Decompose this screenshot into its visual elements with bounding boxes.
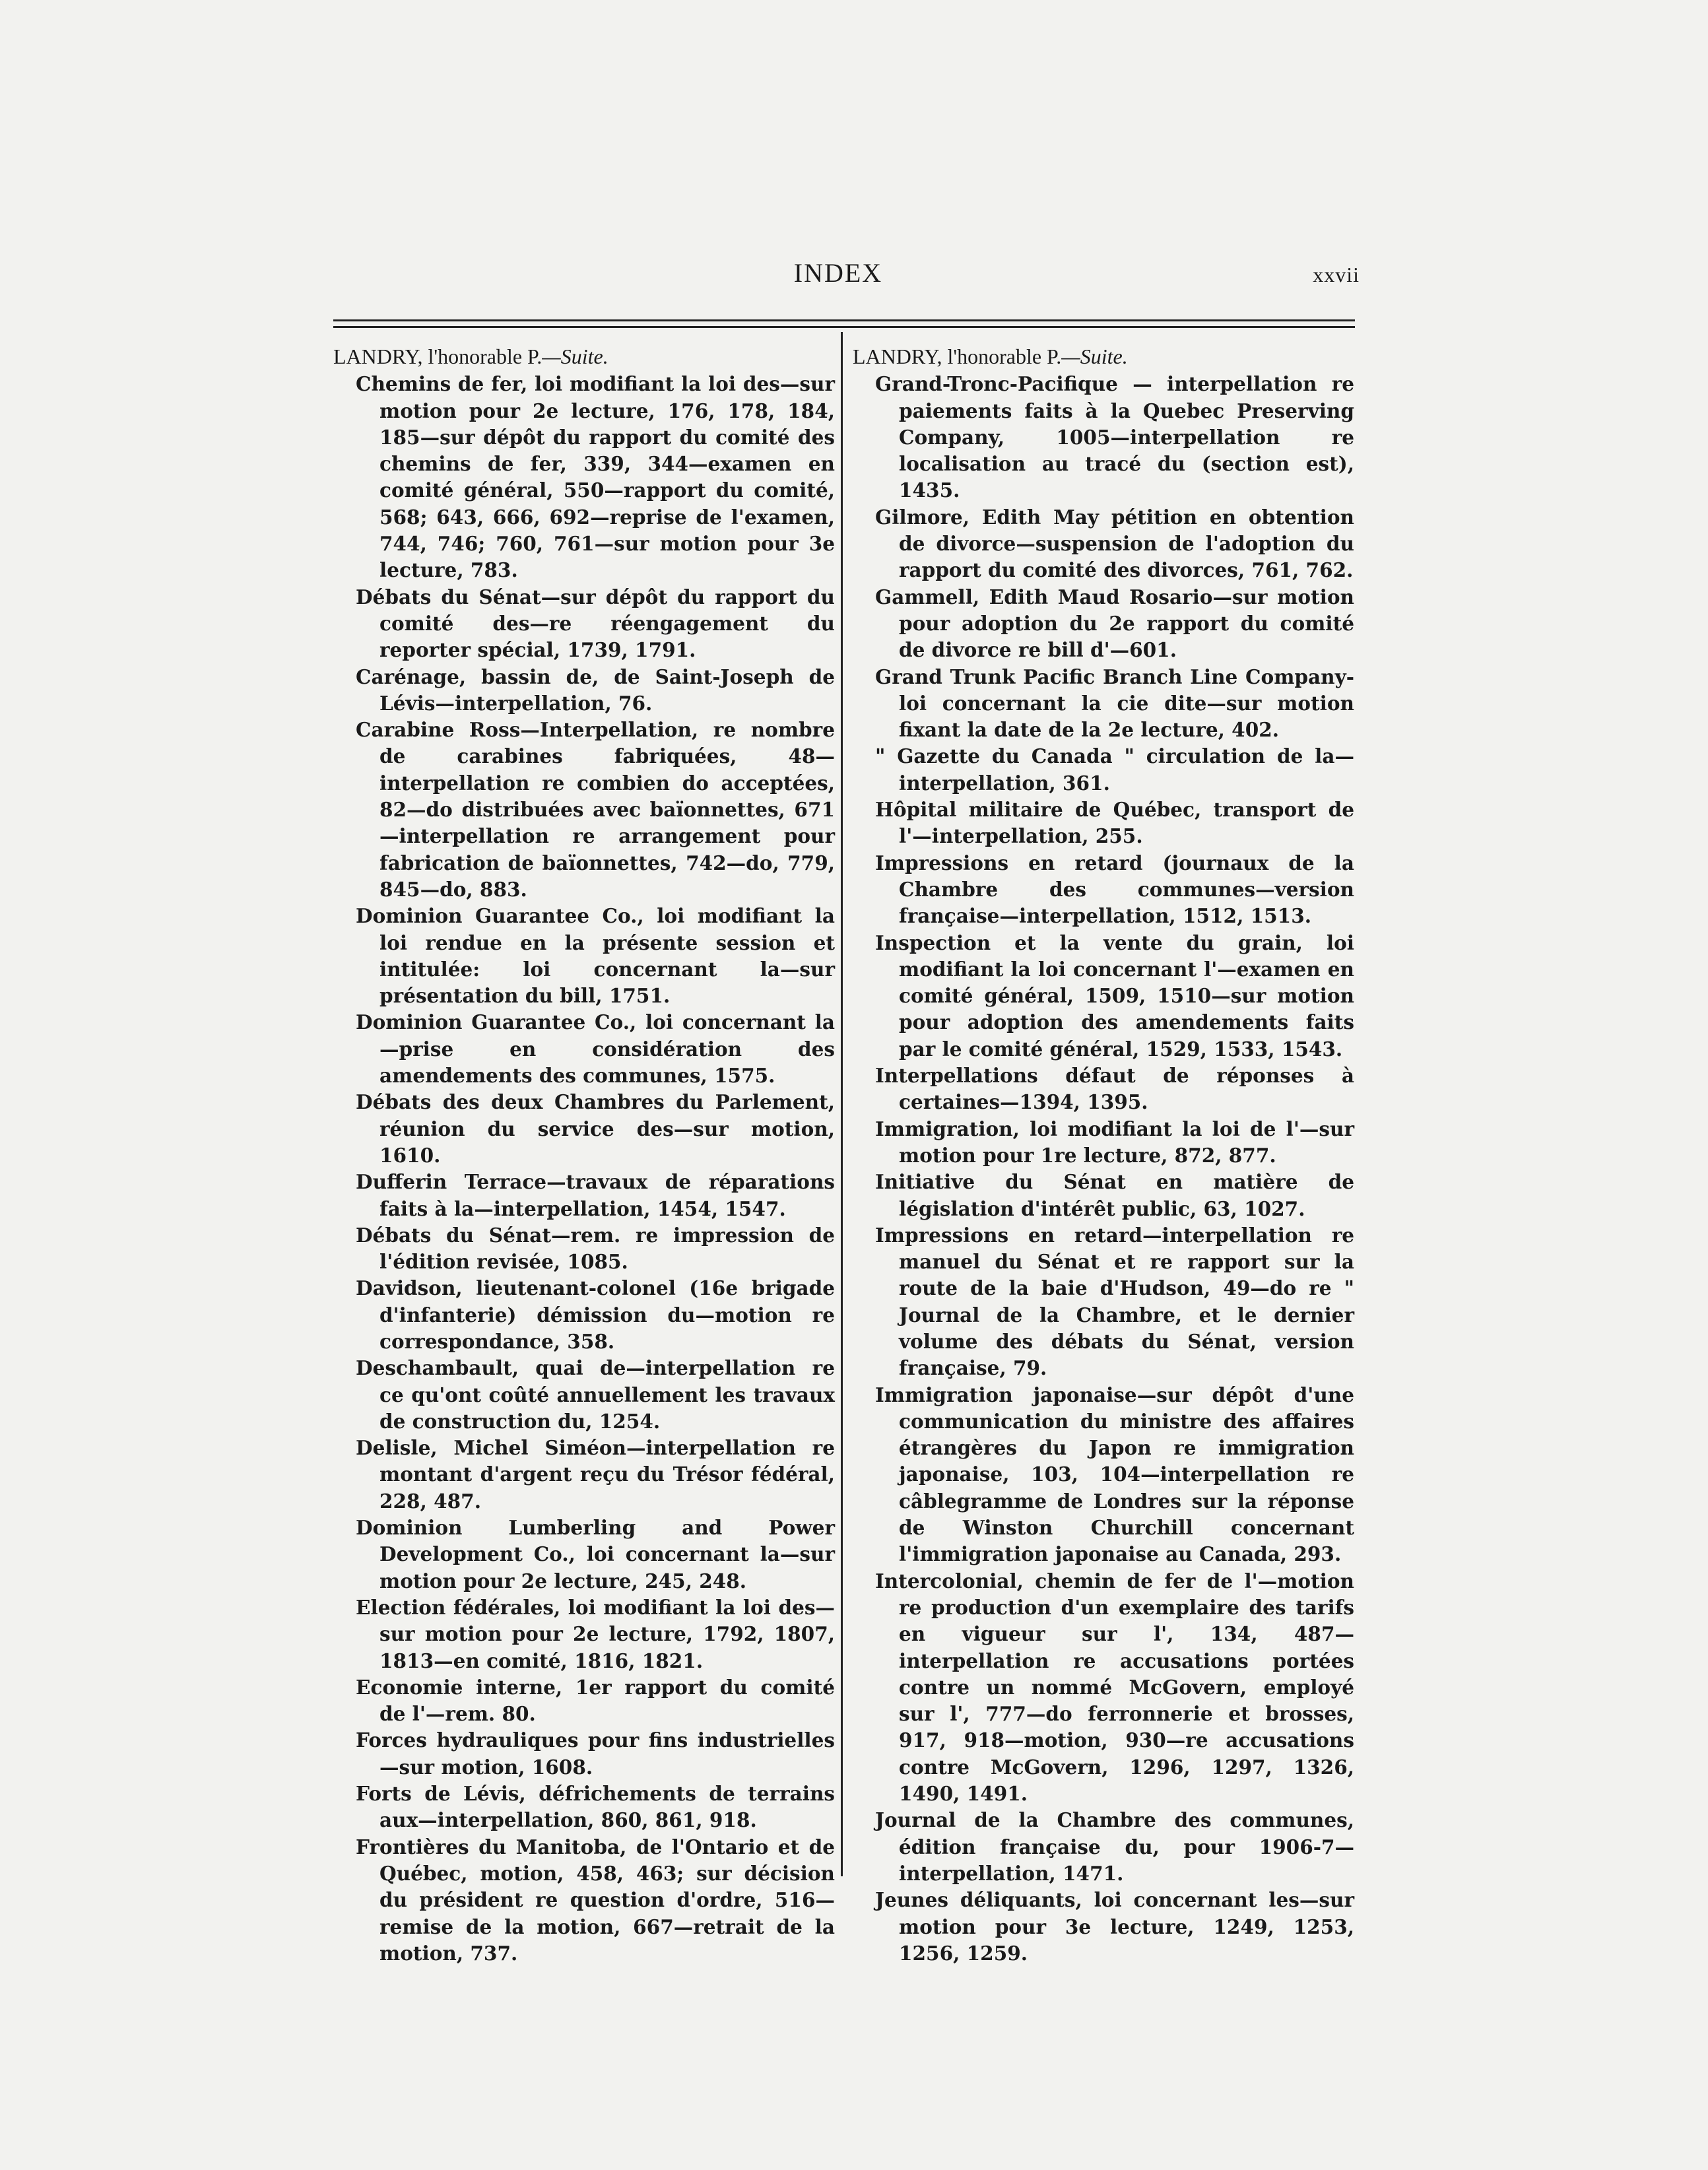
index-entry: Forts de Lévis, défrichements de terrains aux—interpellation, 860, 861, 918. — [356, 1782, 835, 1832]
index-entry: Chemins de fer, loi modifiant la loi des—sur motion pour 2e lecture, 176, 178, 184, 185—sur dépôt du rapport du comité des chemins de fer, 339, 344—examen en comité général, 550—rapport du comité, 568; 643, 666, 692—reprise de l'examen, 744, 746; 760, 761—sur motion pour 3e lecture, 783. — [356, 372, 835, 582]
index-entry: Inspection et la vente du grain, loi modifiant la loi concernant l'—examen en comité général, 1509, 1510—sur motion pour adoption des amendements faits par le comité général, 1529, 1533, 1543. — [875, 931, 1354, 1061]
index-entry: Intercolonial, chemin de fer de l'—motion re production d'un exemplaire des tarifs en vigueur sur l', 134, 487—interpellation re accusations portées contre un nommé McGovern, employé sur l', 777—do ferronnerie et brosses, 917, 918—motion, 930—re accusations contre McGovern, 1296, 1297, 1326, 1490, 1491. — [875, 1569, 1354, 1806]
right-heading-name: LANDRY, l'honorable P. — [853, 345, 1062, 368]
index-entry: Débats des deux Chambres du Parlement, réunion du service des—sur motion, 1610. — [356, 1090, 835, 1167]
index-entry: Grand Trunk Pacific Branch Line Company-loi concernant la cie dite—sur motion fixant la date de la 2e lecture, 402. — [875, 665, 1354, 742]
index-entry: " Gazette du Canada " circulation de la—interpellation, 361. — [875, 744, 1354, 795]
page-title: INDEX — [793, 258, 883, 288]
index-entry: Impressions en retard (journaux de la Chambre des communes—version française—interpellation, 1512, 1513. — [875, 851, 1354, 928]
left-heading-name: LANDRY, l'honorable P. — [333, 345, 542, 368]
index-entry: Dominion Guarantee Co., loi concernant la—prise en considération des amendements des communes, 1575. — [356, 1010, 835, 1088]
index-entry: Delisle, Michel Siméon—interpellation re montant d'argent reçu du Trésor fédéral, 228, 487. — [356, 1436, 835, 1513]
header-rule-bottom — [333, 326, 1355, 328]
index-entry: Dominion Lumberling and Power Development Co., loi concernant la—sur motion pour 2e lecture, 245, 248. — [356, 1516, 835, 1593]
index-entry: Hôpital militaire de Québec, transport de l'—interpellation, 255. — [875, 798, 1354, 848]
index-entry: Dufferin Terrace—travaux de réparations faits à la—interpellation, 1454, 1547. — [356, 1170, 835, 1220]
column-divider — [841, 332, 843, 1876]
index-entry: Journal de la Chambre des communes, édition française du, pour 1906-7—interpellation, 1471. — [875, 1808, 1354, 1885]
page-header — [317, 257, 1360, 297]
right-column — [853, 343, 1354, 1967]
page-number: xxvii — [1313, 263, 1360, 286]
index-entry: Immigration, loi modifiant la loi de l'—sur motion pour 1re lecture, 872, 877. — [875, 1117, 1354, 1167]
index-entry: Economie interne, 1er rapport du comité de l'—rem. 80. — [356, 1675, 835, 1726]
index-entry: Impressions en retard—interpellation re manuel du Sénat et re rapport sur la route de la baie d'Hudson, 49—do re " Journal de la Chambre, et le dernier volume des débats du Sénat, version française, 79. — [875, 1223, 1354, 1380]
index-entry: Immigration japonaise—sur dépôt d'une communication du ministre des affaires étrangères du Japon re immigration japonaise, 103, 104—interpellation re câblegramme de Londres sur la réponse de Winston Churchill concernant l'immigration japonaise au Canada, 293. — [875, 1383, 1354, 1566]
index-entry: Davidson, lieutenant-colonel (16e brigade d'infanterie) démission du—motion re correspondance, 358. — [356, 1276, 835, 1353]
right-heading-suffix: —Suite. — [1061, 345, 1128, 368]
index-entry: Grand-Tronc-Pacifique — interpellation re paiements faits à la Quebec Preserving Company, 1005—interpellation re localisation au tracé du (section est), 1435. — [875, 372, 1354, 502]
index-entry: Gilmore, Edith May pétition en obtention de divorce—suspension de l'adoption du rapport du comité des divorces, 761, 762. — [875, 505, 1354, 582]
index-entry: Débats du Sénat—rem. re impression de l'édition revisée, 1085. — [356, 1223, 835, 1274]
left-heading-suffix: —Suite. — [542, 345, 608, 368]
right-entries — [853, 371, 1354, 1967]
left-column — [333, 343, 835, 1967]
index-entry: Interpellations défaut de réponses à certaines—1394, 1395. — [875, 1064, 1354, 1114]
index-entry: Carabine Ross—Interpellation, re nombre de carabines fabriquées, 48—interpellation re combien do acceptées, 82—do distribuées avec baïonnettes, 671—interpellation re arrangement pour fabrication de baïonnettes, 742—do, 779, 845—do, 883. — [356, 718, 835, 901]
index-entry: Carénage, bassin de, de Saint-Joseph de Lévis—interpellation, 76. — [356, 665, 835, 715]
left-heading — [333, 343, 835, 370]
index-entry: Débats du Sénat—sur dépôt du rapport du comité des—re réengagement du reporter spécial, 1739, 1791. — [356, 585, 835, 662]
header-rule-top — [333, 319, 1355, 321]
index-entry: Jeunes déliquants, loi concernant les—sur motion pour 3e lecture, 1249, 1253, 1256, 1259. — [875, 1888, 1354, 1965]
index-entry: Gammell, Edith Maud Rosario—sur motion pour adoption du 2e rapport du comité de divorce re bill d'—601. — [875, 585, 1354, 662]
index-entry: Election fédérales, loi modifiant la loi des—sur motion pour 2e lecture, 1792, 1807, 1813—en comité, 1816, 1821. — [356, 1595, 835, 1672]
index-entry: Frontières du Manitoba, de l'Ontario et de Québec, motion, 458, 463; sur décision du président re question d'ordre, 516—remise de la motion, 667—retrait de la motion, 737. — [356, 1835, 835, 1965]
index-entry: Deschambault, quai de—interpellation re ce qu'ont coûté annuellement les travaux de construction du, 1254. — [356, 1356, 835, 1433]
index-entry: Dominion Guarantee Co., loi modifiant la loi rendue en la présente session et intitulée: loi concernant la—sur présentation du bill, 1751. — [356, 904, 835, 1008]
right-heading — [853, 343, 1354, 370]
index-entry: Initiative du Sénat en matière de législation d'intérêt public, 63, 1027. — [875, 1170, 1354, 1220]
index-entry: Forces hydrauliques pour fins industrielles—sur motion, 1608. — [356, 1728, 835, 1779]
left-entries — [333, 371, 835, 1967]
